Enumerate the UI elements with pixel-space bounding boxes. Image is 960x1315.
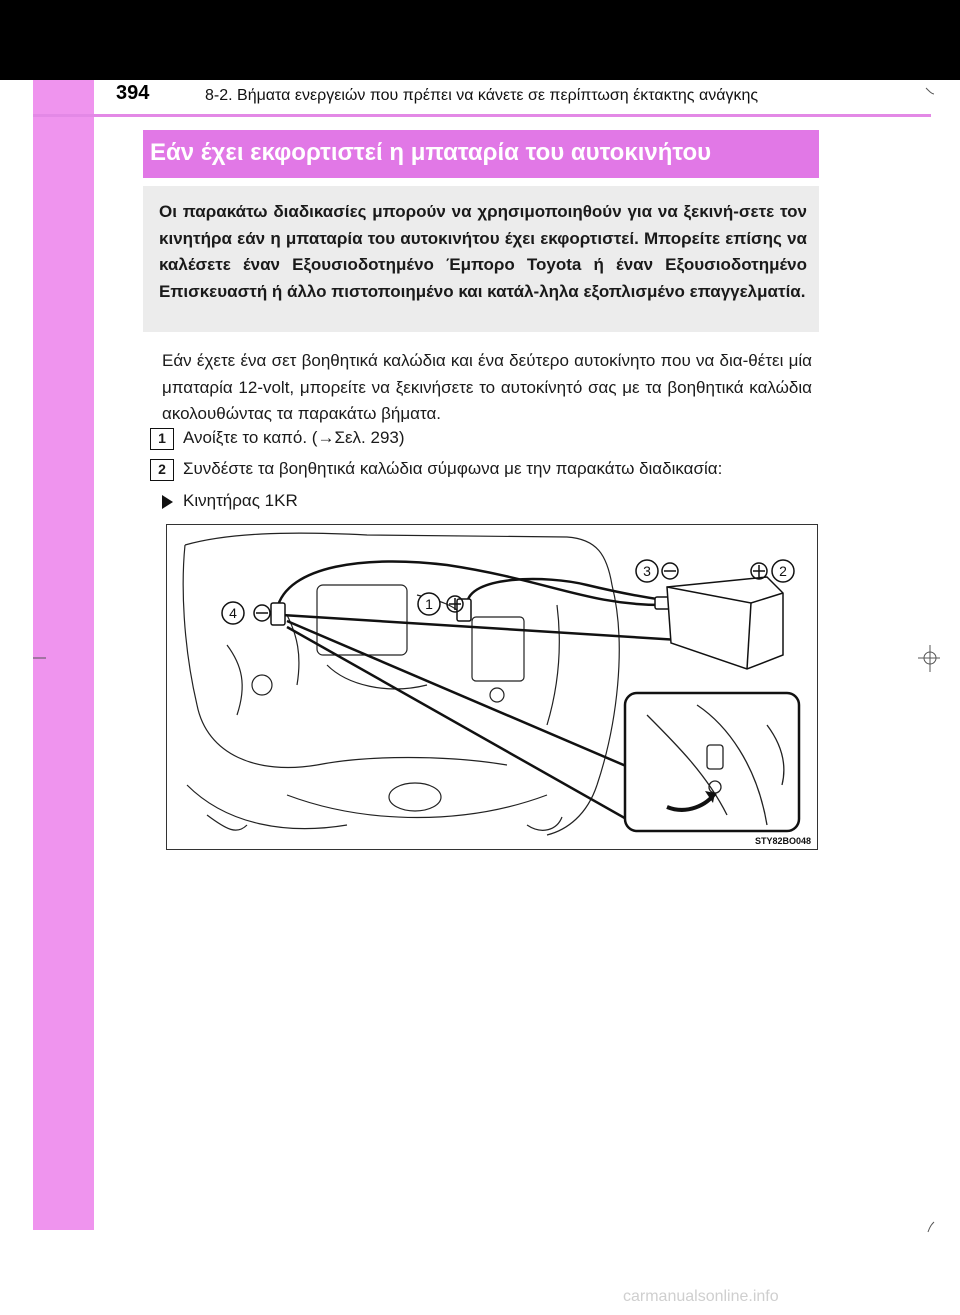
running-header: 8-2. Βήματα ενεργειών που πρέπει να κάνετε σε περίπτωση έκτακτης ανάγκης <box>205 87 759 104</box>
watermark: carmanualsonline.info <box>623 1288 779 1305</box>
step-number-box: 2 <box>150 459 174 481</box>
page-number: 394 <box>116 82 150 104</box>
figure-code: STY82BO048 <box>754 836 811 846</box>
intro-text: Οι παρακάτω διαδικασίες μπορούν να χρησιμοποιηθούν για να ξεκινή-σετε τον κινητήρα εάν η μπαταρία του αυτοκινήτου έχει εκφορτιστεί. Μπορείτε επίσης να καλέσετε έναν Εξουσιοδοτημένο Έμπορο Toyota ή έναν Εξουσιοδοτημένο Επισκευαστή ή άλλο πιστοποιημένο και κατάλ-ληλα εξοπλισμένο επαγγελματία. <box>159 202 807 301</box>
callout-1: 1 <box>425 596 433 612</box>
section-title: Εάν έχει εκφορτιστεί η μπαταρία του αυτοκινήτου <box>150 139 712 166</box>
step-number-box: 1 <box>150 428 174 450</box>
callout-3: 3 <box>643 563 651 579</box>
callout-4: 4 <box>229 605 237 621</box>
callout-2: 2 <box>779 563 787 579</box>
step-text: Συνδέστε τα βοηθητικά καλώδια σύμφωνα με την παρακάτω διαδικασία: <box>183 459 723 478</box>
step-text: Ανοίξτε το καπό. (→Σελ. 293) <box>183 428 405 447</box>
bullet-text: Κινητήρας 1KR <box>183 491 298 510</box>
body-paragraph: Εάν έχετε ένα σετ βοηθητικά καλώδια και ένα δεύτερο αυτοκίνητο που να δια-θέτει μία μπαταρία 12-volt, μπορείτε να ξεκινήσετε το αυτοκίνητό σας με τα βοηθητικά καλώδια ακολουθώντας τα παρακάτω βήματα. <box>162 351 812 423</box>
